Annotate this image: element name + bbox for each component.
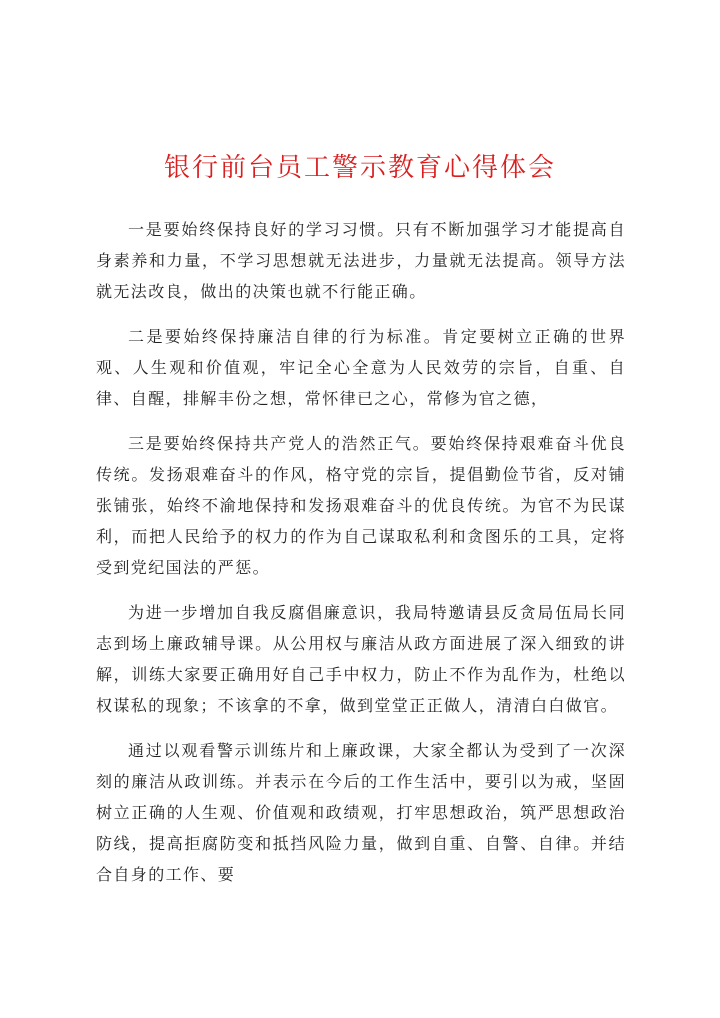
document-title: 银行前台员工警示教育心得体会 (163, 153, 556, 183)
paragraph-2: 二是要始终保持廉洁自律的行为标准。肯定要树立正确的世界观、人生观和价值观，牢记全心全意为人民效劳的宗旨，自重、自律、自醒，排解丰份之想，常怀律已之心，常修为官之德， (96, 327, 626, 408)
paragraph-4: 为进一步增加自我反腐倡廉意识，我局特邀请县反贪局伍局长同志到场上廉政辅导课。从公用权与廉洁从政方面进展了深入细致的讲解，训练大家要正确用好自己手中权力，防止不作为乱作为，杜绝以权谋私的现象；不该拿的不拿，做到堂堂正正做人，清清白白做官。 (96, 603, 626, 715)
document-body (96, 214, 626, 904)
paragraph-5: 通过以观看警示训练片和上廉政课，大家全都认为受到了一次深刻的廉洁从政训练。并表示在今后的工作生活中，要引以为戒，坚固树立正确的人生观、价值观和政绩观，打牢思想政治，筑严思想政治防线，提高拒腐防变和抵挡风险力量，做到自重、自警、自律。并结合自身的工作、要 (96, 741, 626, 884)
paragraph-3: 三是要始终保持共产党人的浩然正气。要始终保持艰难奋斗优良传统。发扬艰难奋斗的作风，格守党的宗旨，提倡勤俭节省，反对铺张铺张，始终不渝地保持和发扬艰难奋斗的优良传统。为官不为民谋利，而把人民给予的权力的作为自己谋取私利和贪图乐的工具，定将受到党纪国法的严惩。 (96, 434, 626, 577)
paragraph-1: 一是要始终保持良好的学习习惯。只有不断加强学习才能提高自身素养和力量，不学习思想就无法进步，力量就无法提高。领导方法就无法改良，做出的决策也就不行能正确。 (96, 220, 626, 301)
